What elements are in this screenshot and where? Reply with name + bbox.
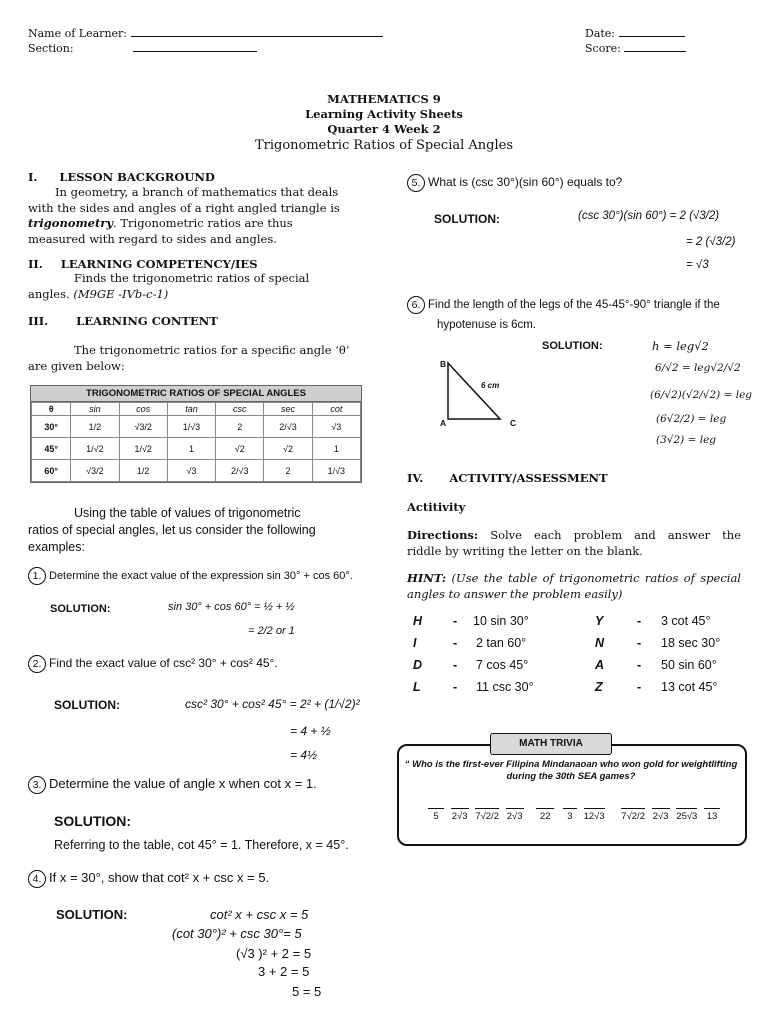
label-c: C — [510, 418, 517, 428]
lesson-heading-text: LESSON BACKGROUND — [59, 170, 215, 184]
table-cell: 2 — [216, 416, 264, 438]
example-2-text: Find the exact value of csc² 30° + cos² 45°. — [49, 656, 278, 670]
item-expr: 2 tan 60° — [476, 636, 527, 650]
trivia-answers — [428, 808, 738, 822]
dir2: riddle by writing the letter on the blank. — [407, 543, 643, 558]
table-angle: 60° — [32, 460, 71, 482]
item-expr: 7 cos 45° — [476, 658, 529, 672]
label-b: B — [440, 359, 447, 369]
example-1 — [28, 567, 353, 585]
examples-intro — [28, 505, 368, 556]
name-label: Name of Learner: — [28, 27, 127, 40]
ex2-sol2: = 4 + ½ — [290, 724, 331, 738]
answer-blank[interactable]: 2√3 — [652, 808, 670, 822]
table-cell: 1 — [312, 438, 360, 460]
solution-label: SOLUTION: — [434, 212, 500, 226]
ex5-sol3: = √3 — [686, 259, 709, 271]
solution-label: SOLUTION: — [54, 813, 131, 829]
table-cell: 1/2 — [119, 460, 167, 482]
table-header: cos — [119, 403, 167, 416]
sheet-title: Learning Activity Sheets — [305, 107, 463, 121]
answer-blank[interactable]: 25√3 — [676, 808, 697, 822]
subject-title: MATHEMATICS 9 — [327, 92, 441, 106]
section-row — [28, 41, 257, 55]
lesson-line1: In geometry, a branch of mathematics that deals — [55, 185, 339, 199]
hyp-label: 6 cm — [481, 381, 500, 390]
item-expr: 10 sin 30° — [473, 614, 529, 628]
name-blank[interactable] — [131, 26, 383, 37]
ex6-line: h = leg√2 — [652, 339, 709, 353]
table-cell: 2/√3 — [264, 416, 312, 438]
competency-heading-text: LEARNING COMPETENCY/IES — [60, 257, 258, 271]
table-cell: 2 — [264, 460, 312, 482]
example-number: 2. — [28, 655, 46, 673]
table-cell: √2 — [264, 438, 312, 460]
trivia-q1: “ Who is the first-ever Filipina Mindanaoan who won gold for weightlifting — [404, 759, 738, 770]
ex6-line: 6/√2 = leg√2/√2 — [655, 362, 741, 374]
item-letter: L — [413, 680, 421, 694]
table-cell: 1/2 — [71, 416, 119, 438]
triangle-shape — [448, 363, 500, 419]
content-intro2: are given below: — [28, 358, 125, 373]
table-cell: 1/√2 — [119, 438, 167, 460]
table-cell: 1 — [167, 438, 215, 460]
competency-code: (M9GE -IVb-c-1) — [73, 286, 169, 301]
ex5-sol1: (csc 30°)(sin 60°) = 2 (√3/2) — [578, 210, 720, 222]
item-dash: - — [637, 658, 642, 672]
date-blank[interactable] — [619, 26, 685, 37]
table-header: θ — [32, 403, 71, 416]
item-dash: - — [453, 636, 458, 650]
table-cell: 1/√3 — [167, 416, 215, 438]
answer-blank[interactable]: 13 — [704, 808, 720, 822]
hint1: (Use the table of trigonometric ratios of special — [451, 571, 741, 585]
solution-label: SOLUTION: — [50, 603, 111, 615]
lesson-line3: . Trigonometric ratios are thus — [113, 216, 293, 230]
ex2-sol3: = 4½ — [290, 748, 318, 762]
ex4-line: (√3 )² + 2 = 5 — [236, 946, 312, 961]
ex4-line: 3 + 2 = 5 — [258, 964, 310, 979]
item-letter: N — [595, 636, 605, 650]
score-label: Score: — [585, 42, 621, 55]
activity-heading — [407, 471, 608, 485]
ex1-sol2: = 2/2 or 1 — [248, 625, 295, 637]
table-header: tan — [167, 403, 215, 416]
table-cell: 2/√3 — [216, 460, 264, 482]
example-number: 1. — [28, 567, 46, 585]
solution-label: SOLUTION: — [56, 907, 128, 922]
example-4-text: If x = 30°, show that cot² x + csc x = 5. — [49, 870, 270, 885]
answer-blank[interactable]: 2√3 — [451, 808, 469, 822]
competency-line1: Finds the trigonometric ratios of special — [74, 271, 310, 285]
list-item — [413, 680, 743, 702]
item-dash: - — [637, 636, 642, 650]
table-cell: 1/√3 — [312, 460, 360, 482]
ex5-sol2: = 2 (√3/2) — [686, 236, 736, 248]
lesson-text — [28, 185, 362, 247]
ex4-line: 5 = 5 — [292, 984, 322, 999]
item-dash: - — [453, 680, 458, 694]
content-intro — [28, 343, 368, 374]
hint2: angles to answer the problem easily) — [407, 586, 623, 601]
ex4-line: cot² x + csc x = 5 — [210, 907, 309, 922]
list-item — [413, 614, 743, 636]
answer-blank[interactable]: 7√2/2 — [475, 808, 499, 822]
dir-label: Directions: — [407, 528, 479, 542]
answer-blank[interactable]: 22 — [536, 808, 554, 822]
trig-table-box — [30, 385, 362, 483]
item-expr: 11 csc 30° — [476, 680, 534, 694]
table-cell: 1/√2 — [71, 438, 119, 460]
solution-label: SOLUTION: — [542, 340, 603, 352]
answer-blank[interactable]: 2√3 — [506, 808, 524, 822]
table-cell: √2 — [216, 438, 264, 460]
section-label: Section: — [28, 42, 74, 55]
examples-intro3: examples: — [28, 540, 85, 554]
table-cell: √3 — [167, 460, 215, 482]
competency-line2: angles. — [28, 286, 70, 301]
lesson-term: trigonometry — [28, 216, 114, 230]
example-6-text1: Find the length of the legs of the 45-45°-90° triangle if the — [428, 299, 720, 311]
date-label: Date: — [585, 27, 616, 40]
competency-text — [28, 271, 362, 302]
example-number: 6. — [407, 296, 425, 314]
example-5-text: What is (csc 30°)(sin 60°) equals to? — [428, 175, 623, 189]
hint-label: HINT: — [407, 571, 447, 585]
example-6-text2: hypotenuse is 6cm. — [437, 319, 537, 331]
activity-sub: Actitivity — [407, 500, 466, 514]
ex1-sol1: sin 30° + cos 60° = ½ + ½ — [168, 601, 295, 613]
examples-intro2: ratios of special angles, let us consider the following — [28, 523, 316, 537]
activity-items — [413, 614, 743, 702]
example-4 — [28, 870, 269, 888]
table-angle: 45° — [32, 438, 71, 460]
score-row — [585, 41, 686, 55]
item-letter: H — [413, 614, 423, 628]
table-header: sin — [71, 403, 119, 416]
content-intro1: The trigonometric ratios for a specific angle ‘θ’ — [74, 343, 350, 357]
quarter-title: Quarter 4 Week 2 — [327, 122, 441, 136]
directions — [407, 528, 741, 559]
list-item — [413, 658, 743, 680]
content-heading-text: LEARNING CONTENT — [76, 314, 218, 328]
content-num: III. — [28, 314, 49, 328]
table-cell: √3/2 — [71, 460, 119, 482]
name-row — [28, 26, 383, 40]
example-1-text: Determine the exact value of the expression sin 30° + cos 60°. — [49, 570, 353, 582]
lesson-num: I. — [28, 170, 38, 184]
ex3-sol: Referring to the table, cot 45° = 1. Therefore, x = 45°. — [54, 838, 349, 852]
trivia-question — [402, 759, 740, 783]
answer-blank[interactable]: 5 — [428, 808, 444, 822]
ex6-line: (3√2) = leg — [656, 434, 717, 446]
competency-num: II. — [28, 257, 43, 271]
example-6 — [407, 295, 720, 335]
dir1: Solve each problem and answer the — [490, 528, 742, 542]
item-dash: - — [453, 614, 458, 628]
examples-intro1: Using the table of values of trigonometric — [74, 506, 301, 520]
trig-table — [31, 402, 361, 482]
table-header: csc — [216, 403, 264, 416]
example-3 — [28, 776, 317, 794]
activity-heading-text: ACTIVITY/ASSESSMENT — [449, 471, 608, 485]
example-number: 5. — [407, 174, 425, 192]
item-expr: 13 cot 45° — [661, 680, 718, 694]
table-header: cot — [312, 403, 360, 416]
item-letter: D — [413, 658, 423, 672]
content-heading — [28, 314, 218, 328]
ex4-line: (cot 30°)² + csc 30°= 5 — [172, 926, 302, 941]
topic-title: Trigonometric Ratios of Special Angles — [254, 138, 514, 153]
answer-blank[interactable]: 3 — [563, 808, 577, 822]
example-2 — [28, 655, 278, 673]
score-blank[interactable] — [624, 41, 686, 52]
item-expr: 3 cot 45° — [661, 614, 711, 628]
trivia-title: MATH TRIVIA — [490, 733, 612, 755]
lesson-heading — [28, 170, 215, 184]
item-dash: - — [637, 614, 642, 628]
item-letter: I — [413, 636, 417, 650]
section-blank[interactable] — [133, 41, 257, 52]
example-number: 3. — [28, 776, 46, 794]
lesson-line4: measured with regard to sides and angles. — [28, 231, 277, 246]
item-expr: 50 sin 60° — [661, 658, 717, 672]
date-row — [585, 26, 685, 40]
lesson-line2: with the sides and angles of a right angled triangle is — [28, 200, 340, 215]
item-letter: Z — [595, 680, 603, 694]
label-a: A — [440, 418, 447, 428]
table-cell: √3/2 — [119, 416, 167, 438]
answer-blank[interactable]: 7√2/2 — [621, 808, 645, 822]
list-item — [413, 636, 743, 658]
solution-label: SOLUTION: — [54, 698, 120, 712]
competency-heading — [28, 257, 258, 271]
item-letter: Y — [595, 614, 604, 628]
table-header: sec — [264, 403, 312, 416]
trig-table-title: TRIGONOMETRIC RATIOS OF SPECIAL ANGLES — [31, 386, 361, 402]
table-cell: √3 — [312, 416, 360, 438]
example-number: 4. — [28, 870, 46, 888]
example-5 — [407, 174, 622, 192]
hint — [407, 571, 741, 602]
ex6-line: (6√2/2) = leg — [656, 413, 727, 425]
item-expr: 18 sec 30° — [661, 636, 721, 650]
ex6-line: (6/√2)(√2/√2) = leg — [650, 389, 753, 401]
item-dash: - — [453, 658, 458, 672]
item-dash: - — [637, 680, 642, 694]
table-angle: 30° — [32, 416, 71, 438]
activity-num: IV. — [407, 471, 424, 485]
answer-blank[interactable]: 12√3 — [584, 808, 605, 822]
ex2-sol1: csc² 30° + cos² 45° = 2² + (1/√2)² — [185, 697, 360, 711]
example-3-text: Determine the value of angle x when cot x = 1. — [49, 776, 317, 791]
item-letter: A — [595, 658, 605, 672]
trivia-q2: during the 30th SEA games? — [506, 771, 636, 782]
